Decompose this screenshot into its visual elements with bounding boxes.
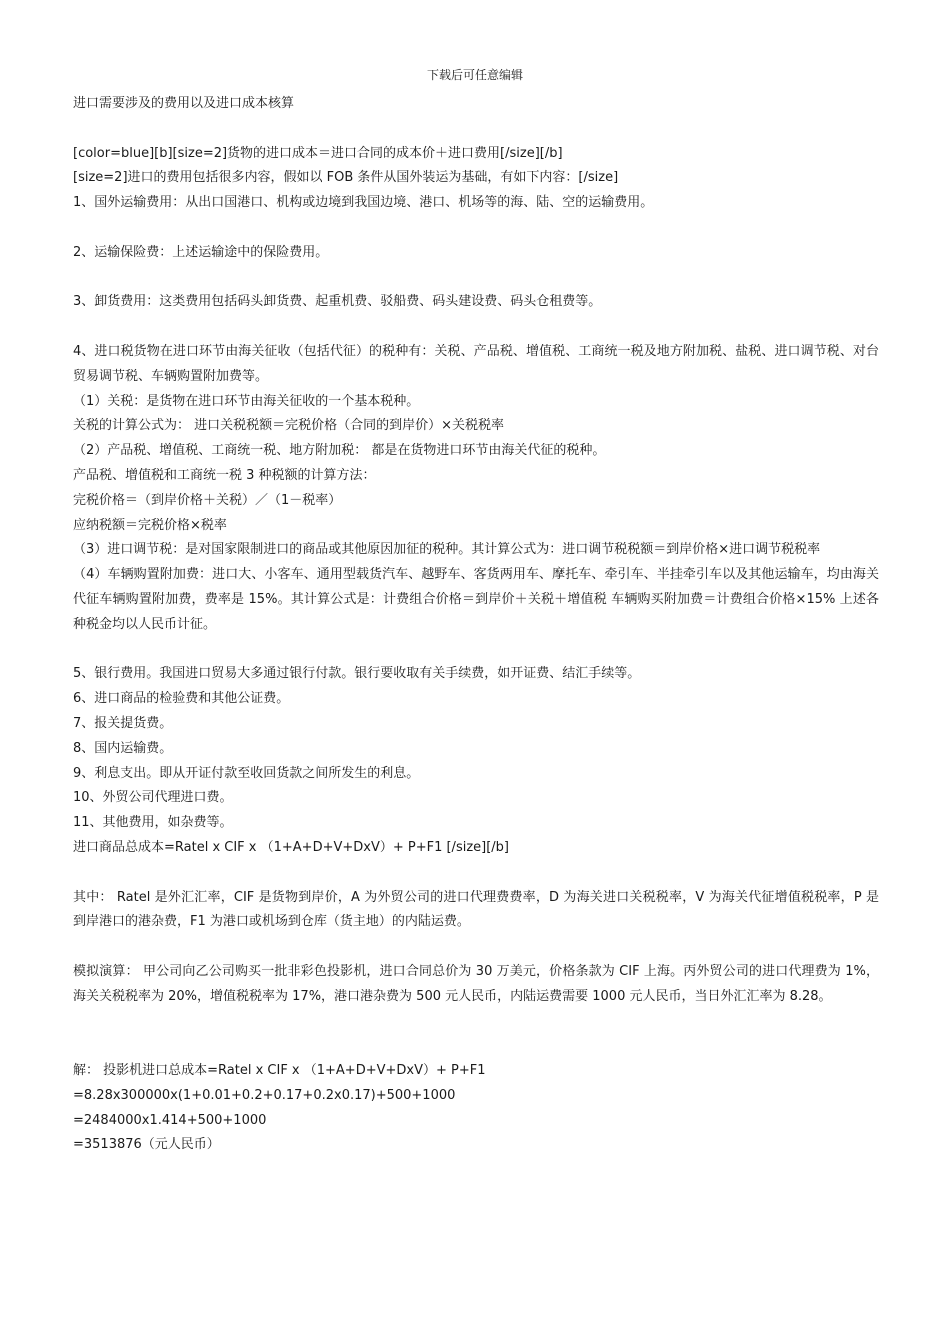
text-line: 关税的计算公式为： 进口关税税额＝完税价格（合同的到岸价）×关税税率 — [73, 418, 505, 434]
solution-line: =3513876（元人民币） — [73, 1137, 220, 1153]
text-paragraph: 模拟演算： 甲公司向乙公司购买一批非彩色投影机，进口合同总价为 30 万美元，价格条款为 CIF 上海。丙外贸公司的进口代理费为 1%，海关关税税率为 20%，增值税税率为 17%，港口港杂费为 500 元人民币，内陆运费需要 1000 元人民币，当日外汇汇率为 8.28。 — [73, 963, 879, 1004]
blank-line — [73, 315, 879, 340]
blank-line — [73, 861, 879, 886]
solution-line: 解： 投影机进口总成本=Ratel x CIF x （1+A+D+V+DxV）+ P+F1 — [73, 1063, 486, 1079]
list-item: 9、利息支出。即从开证付款至收回货款之间所发生的利息。 — [73, 765, 420, 781]
blank-line — [73, 117, 879, 142]
document-body — [73, 92, 879, 1158]
list-item: 6、进口商品的检验费和其他公证费。 — [73, 691, 290, 707]
text-line: 产品税、增值税和工商统一税 3 种税额的计算方法： — [73, 467, 376, 483]
list-item: 10、外贸公司代理进口费。 — [73, 790, 233, 806]
list-item: 8、国内运输费。 — [73, 740, 173, 756]
list-item: 7、报关提货费。 — [73, 715, 173, 731]
page-header: 下载后可任意编辑 — [426, 68, 523, 82]
text-line: （1）关税：是货物在进口环节由海关征收的一个基本税种。 — [73, 393, 420, 409]
blank-line — [73, 638, 879, 663]
formula-line: 完税价格＝（到岸价格＋关税）／（1－税率） — [73, 492, 342, 508]
list-item: 2、运输保险费：上述运输途中的保险费用。 — [73, 244, 329, 260]
solution-line: =8.28x300000x(1+0.01+0.2+0.17+0.2x0.17)+500+1000 — [73, 1087, 456, 1103]
text-line: [color=blue][b][size=2]货物的进口成本＝进口合同的成本价＋进口费用[/size][/b] — [73, 145, 563, 161]
list-item: 1、国外运输费用：从出口国港口、机构或边境到我国边境、港口、机场等的海、陆、空的运输费用。 — [73, 195, 654, 211]
formula-line: 应纳税额＝完税价格×税率 — [73, 517, 227, 533]
document-title: 进口需要涉及的费用以及进口成本核算 — [73, 96, 295, 111]
text-line: （2）产品税、增值税、工商统一税、地方附加税： 都是在货物进口环节由海关代征的税种。 — [73, 443, 606, 459]
text-paragraph: （4）车辆购置附加费：进口大、小客车、通用型载货汽车、越野车、客货两用车、摩托车、牵引车、半挂牵引车以及其他运输车，均由海关代征车辆购置附加费，费率是 15%。其计算公式是：计费组合价格＝到岸价＋关税＋增值税 车辆购买附加费＝计费组合价格×15% 上述各种税金均以人民币计征。 — [73, 567, 879, 632]
blank-line — [73, 1034, 879, 1059]
text-paragraph: 其中： Ratel 是外汇汇率，CIF 是货物到岸价，A 为外贸公司的进口代理费费率，D 为海关进口关税税率，V 为海关代征增值税税率，P 是到岸港口的港杂费，F1 为港口或机场到仓库（货主地）的内陆运费。 — [73, 889, 879, 930]
blank-line — [73, 266, 879, 291]
list-item: 5、银行费用。我国进口贸易大多通过银行付款。银行要收取有关手续费，如开证费、结汇手续等。 — [73, 666, 641, 682]
formula-line: 进口商品总成本=Ratel x CIF x （1+A+D+V+DxV）+ P+F1 [/size][/b] — [73, 839, 509, 855]
blank-line — [73, 216, 879, 241]
text-line: [size=2]进口的费用包括很多内容，假如以 FOB 条件从国外装运为基础，有如下内容：[/size] — [73, 170, 619, 186]
list-item: 11、其他费用，如杂费等。 — [73, 815, 233, 831]
blank-line — [73, 935, 879, 960]
text-paragraph: （3）进口调节税：是对国家限制进口的商品或其他原因加征的税种。其计算公式为：进口调节税税额＝到岸价格×进口调节税税率 — [73, 542, 821, 558]
blank-line — [73, 1009, 879, 1034]
list-item: 3、卸货费用：这类费用包括码头卸货费、起重机费、驳船费、码头建设费、码头仓租费等。 — [73, 294, 602, 310]
solution-line: =2484000x1.414+500+1000 — [73, 1112, 267, 1128]
list-item: 4、进口税货物在进口环节由海关征收（包括代征）的税种有：关税、产品税、增值税、工商统一税及地方附加税、盐税、进口调节税、对台贸易调节税、车辆购置附加费等。 — [73, 343, 879, 384]
